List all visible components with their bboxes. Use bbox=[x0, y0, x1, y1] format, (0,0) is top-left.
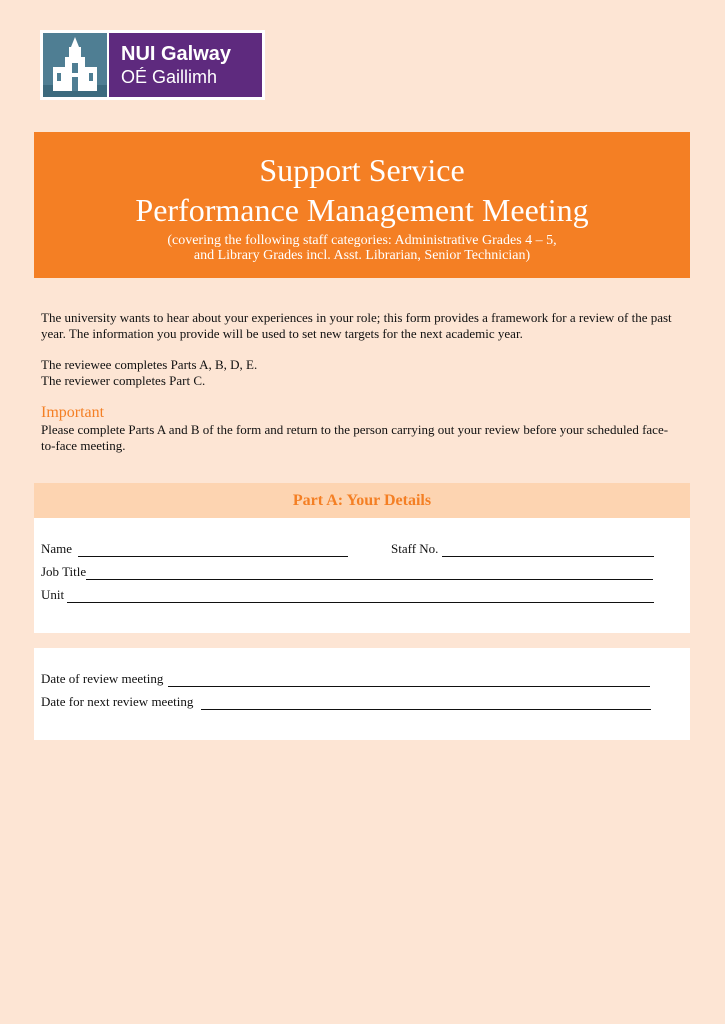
name-field[interactable] bbox=[78, 544, 348, 557]
title-banner bbox=[34, 132, 690, 278]
staff-no-label: Staff No. bbox=[391, 541, 439, 556]
university-tower-icon bbox=[43, 33, 107, 97]
job-title-label: Job Title bbox=[41, 564, 87, 579]
date-of-review-label: Date of review meeting bbox=[41, 671, 164, 686]
date-of-review-field[interactable] bbox=[168, 674, 650, 687]
staff-no-row bbox=[391, 541, 654, 557]
date-of-review-row bbox=[41, 671, 650, 687]
page-title-line2: Performance Management Meeting bbox=[135, 192, 589, 228]
intro-paragraph: The university wants to hear about your experiences in your role; this form provides a framework for a review of the past year. The information you provide will be used to set new targets for the next academic year. bbox=[41, 310, 672, 341]
job-title-row bbox=[41, 564, 653, 580]
nui-galway-logo bbox=[40, 30, 265, 100]
reviewer-instruction: The reviewer completes Part C. bbox=[41, 373, 206, 388]
date-next-review-row bbox=[41, 694, 651, 710]
name-label: Name bbox=[41, 541, 73, 556]
reviewee-instruction: The reviewee completes Parts A, B, D, E. bbox=[41, 357, 258, 372]
logo-text bbox=[109, 33, 262, 97]
job-title-field[interactable] bbox=[86, 567, 653, 580]
important-text: Please complete Parts A and B of the form and return to the person carrying out your review before your scheduled face-to-face meeting. bbox=[41, 422, 669, 453]
part-a-heading: Part A: Your Details bbox=[34, 483, 690, 518]
unit-label: Unit bbox=[41, 587, 65, 602]
important-heading: Important bbox=[41, 404, 105, 421]
staff-no-field[interactable] bbox=[442, 544, 654, 557]
unit-row bbox=[41, 587, 654, 603]
page-subtitle-line1: (covering the following staff categories: Administrative Grades 4 – 5, bbox=[167, 233, 557, 248]
name-row bbox=[41, 541, 348, 557]
page-subtitle-line2: and Library Grades incl. Asst. Librarian, Senior Technician) bbox=[193, 248, 531, 263]
logo-line1: NUI Galway bbox=[121, 43, 232, 65]
page-title-line1: Support Service bbox=[259, 152, 465, 188]
logo-line2: OÉ Gaillimh bbox=[121, 67, 218, 87]
unit-field[interactable] bbox=[67, 590, 654, 603]
date-next-review-field[interactable] bbox=[201, 697, 651, 710]
date-next-review-label: Date for next review meeting bbox=[41, 694, 194, 709]
part-a-panel bbox=[34, 518, 690, 633]
review-dates-panel bbox=[34, 648, 690, 740]
